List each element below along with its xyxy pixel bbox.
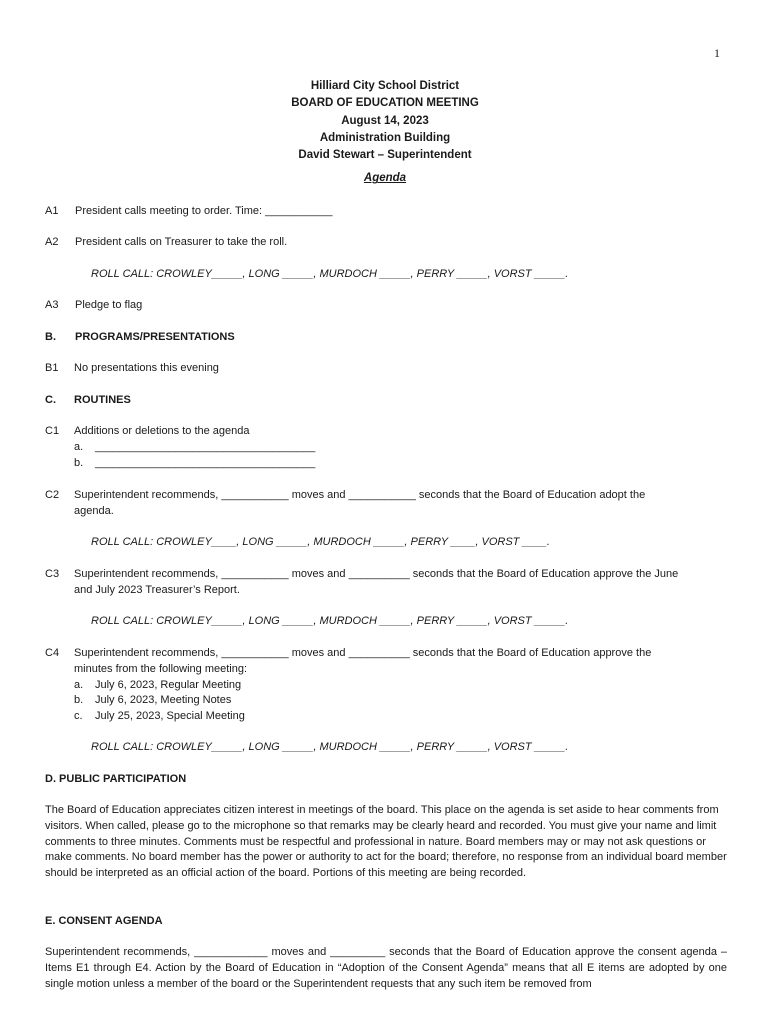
- c1-sub-b-blank: ____________________________________: [95, 457, 316, 469]
- section-c-heading: ROUTINES: [74, 394, 131, 406]
- agenda-title: Agenda: [363, 172, 407, 185]
- c1-sub-a-label: a.: [74, 441, 84, 453]
- item-c2-line2: agenda.: [74, 505, 114, 517]
- item-b1-text: No presentations this evening: [74, 362, 219, 374]
- district-name: Hilliard City School District: [310, 80, 460, 92]
- meeting-date: August 14, 2023: [341, 114, 429, 127]
- item-code-a1: A1: [45, 205, 59, 217]
- consent-agenda-paragraph: Superintendent recommends, ____________ moves and _________ seconds that the Board of Education approve the consent agenda – Items E1 through E4. Action by the Board of Education in “Adoption of the Consent Agenda” means that all E items are adopted by one single motion unless a member of the board or the Superintendent requests that any such item be removed from: [45, 946, 727, 990]
- document-header: [0, 78, 770, 188]
- section-d-heading: D. PUBLIC PARTICIPATION: [45, 773, 187, 785]
- item-code-c4: C4: [45, 647, 60, 659]
- section-code-b: B.: [45, 331, 56, 343]
- item-code-c2: C2: [45, 489, 60, 501]
- c4-sub-c-label: c.: [74, 710, 83, 722]
- meeting-title: BOARD OF EDUCATION MEETING: [291, 97, 479, 110]
- section-e-heading: E. CONSENT AGENDA: [45, 915, 163, 927]
- item-c4-line2: minutes from the following meeting:: [74, 663, 248, 675]
- c4-sub-b-label: b.: [74, 694, 84, 706]
- item-code-b1: B1: [45, 362, 59, 374]
- section-b-heading: PROGRAMS/PRESENTATIONS: [75, 331, 235, 343]
- item-c3-line2: and July 2023 Treasurer’s Report.: [74, 584, 240, 596]
- item-c4-line1: Superintendent recommends, ___________ moves and __________ seconds that the Board of Education approve the: [74, 647, 652, 659]
- roll-call-4: ROLL CALL: CROWLEY_____, LONG _____, MURDOCH _____, PERRY _____, VORST _____.: [91, 741, 569, 753]
- c4-sub-b-text: July 6, 2023, Meeting Notes: [95, 694, 232, 706]
- c1-sub-a-blank: ____________________________________: [95, 441, 316, 453]
- item-code-a2: A2: [45, 236, 59, 248]
- item-a3-text: Pledge to flag: [75, 299, 143, 311]
- c4-sub-a-text: July 6, 2023, Regular Meeting: [95, 679, 242, 691]
- c4-sub-c-text: July 25, 2023, Special Meeting: [95, 710, 245, 722]
- meeting-location: Administration Building: [319, 131, 451, 144]
- item-code-c1: C1: [45, 425, 60, 437]
- item-a2-text: President calls on Treasurer to take the roll.: [75, 236, 288, 248]
- item-c3-line1: Superintendent recommends, ___________ moves and __________ seconds that the Board of Education approve the June: [74, 568, 679, 580]
- roll-call-2: ROLL CALL: CROWLEY____, LONG _____, MURDOCH _____, PERRY ____, VORST ____.: [91, 536, 550, 548]
- item-code-c3: C3: [45, 568, 60, 580]
- section-code-c: C.: [45, 394, 56, 406]
- public-participation-paragraph: The Board of Education appreciates citizen interest in meetings of the board. This place on the agenda is set aside to hear comments from visitors. When called, please go to the microphone so that remarks may be clearly heard and recorded. You must give your name and limit comments to three minutes. Comments must be respectful and professional in nature. Board members may or may not ask questions or make comments. No board member has the power or authority to act for the board; therefore, no response from an individual board member should be interpreted as an official action of the board. Portions of this meeting are being recorded.: [45, 804, 727, 880]
- page-number: 1: [714, 46, 720, 60]
- superintendent-line: David Stewart – Superintendent: [298, 149, 472, 162]
- c4-sub-a-label: a.: [74, 679, 84, 691]
- item-a1-text: President calls meeting to order. Time: ___________: [75, 205, 333, 217]
- roll-call-1: ROLL CALL: CROWLEY_____, LONG _____, MURDOCH _____, PERRY _____, VORST _____.: [91, 268, 569, 280]
- roll-call-3: ROLL CALL: CROWLEY_____, LONG _____, MURDOCH _____, PERRY _____, VORST _____.: [91, 615, 569, 627]
- item-c2-line1: Superintendent recommends, ___________ moves and ___________ seconds that the Board of Education adopt the: [74, 489, 646, 501]
- c1-sub-b-label: b.: [74, 457, 84, 469]
- item-code-a3: A3: [45, 299, 59, 311]
- item-c1-text: Additions or deletions to the agenda: [74, 425, 250, 437]
